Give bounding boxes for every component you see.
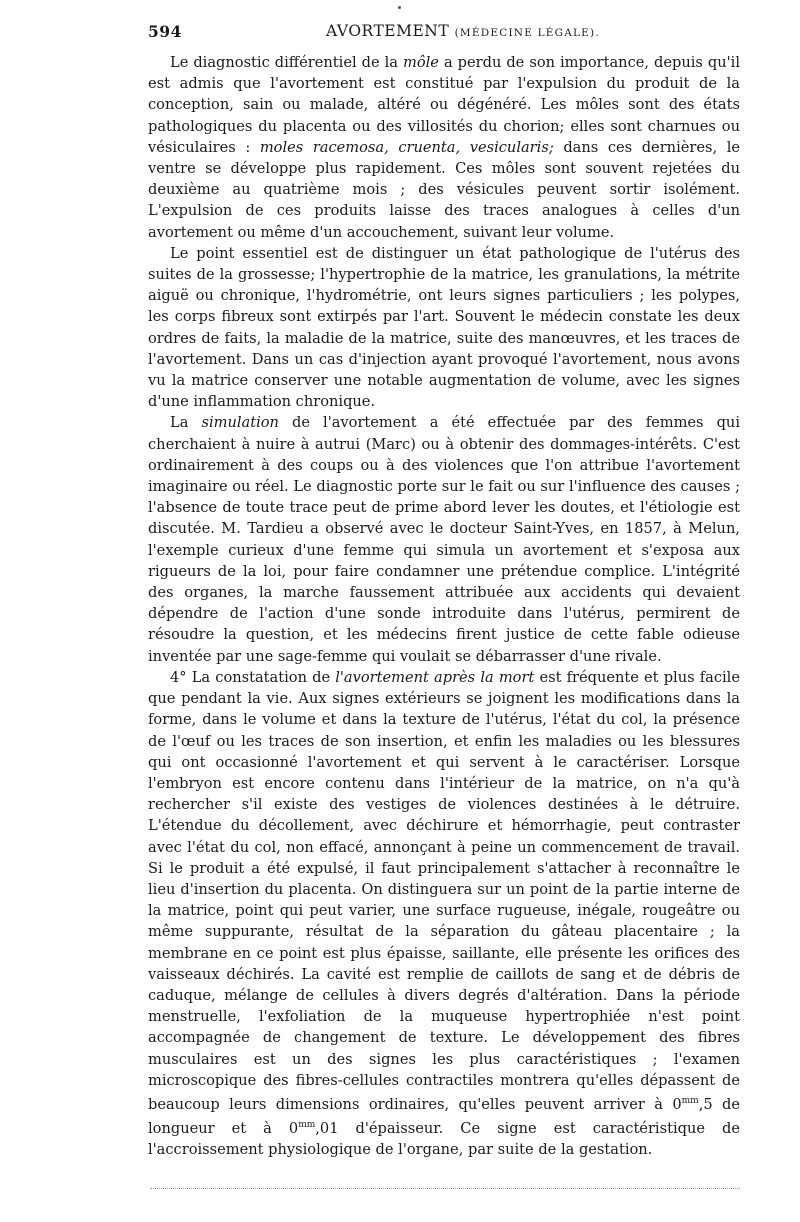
text-run: 4° La constatation de <box>170 668 336 686</box>
paragraph <box>148 667 740 1160</box>
text-run: Le diagnostic différentiel de la <box>170 54 403 71</box>
text-run: est fréquente et plus facile que pendant la vie. Aux signes extérieurs se joignent les modifications dans la forme, dans le volume et dans la texture de l'utérus, l'état du col, la présence de l'œuf ou les traces de son insertion, et enfin les maladies ou les blessures qui ont occasionné l'avortement et qui servent à le caractériser. Lorsque l'embryon est encore contenu dans l'intérieur de la matrice, on n'a qu'à rechercher s'il existe des vestiges de violences destinées à le détruire. L'étendue du décollement, avec déchirure et hémorrhagie, peut contraster avec l'état du col, non effacé, annonçant à peine un commencement de travail. Si le produit a été expulsé, il faut principalement s'attacher à reconnaître le lieu d'insertion du placenta. On distinguera sur un point de la partie interne de la matrice, point qui peut varier, une surface rugueuse, inégale, rougeâtre ou même suppurante, résultat de la séparation du gâteau placentaire ; la membrane en ce point est plus épaisse, saillante, elle présente les orifices des vaisseaux déchirés. La cavité est remplie de caillots de sang et de débris de caduque, mélange de cellules à divers degrés d'altération. Dans la période menstruelle, l'exfoliation de la muqueuse hypertrophiée n'est point accompagnée de changement de texture. Le développement des fibres musculaires est un des signes les plus caractéristiques ; l'examen microscopique des fibres-cellules contractiles montrera qu'elles dépassent de beaucoup leurs dimensions ordinaires, qu'elles peuvent arriver à 0 <box>148 668 740 1113</box>
page-number: 594 <box>148 22 182 41</box>
text-run: de l'avortement a été effectuée par des femmes qui cherchaient à nuire à autrui (Marc) ou à obtenir des dommages-intérêts. C'est ordinairement à des coups ou à des violences que l'on attribue l'avortement imaginaire ou réel. Le diagnostic porte sur le fait ou sur l'influence des causes ; l'absence de toute trace peut de prime abord lever les doutes, et l'étiologie est discutée. M. Tardieu a observé avec le docteur Saint-Yves, en 1857, à Melun, l'exemple curieux d'une femme qui simula un avortement et s'exposa aux rigueurs de la loi, pour faire condamner une prétendue complice. L'intégrité des organes, la marche faussement attribuée aux accidents qui devaient dépendre de l'action d'une sonde introduite dans l'utérus, permirent de résoudre la question, et les médecins firent justice de cette fable odieuse inventée par une sage-femme qui voulait se débarrasser d'une rivale. <box>148 414 741 665</box>
text-run: a perdu de son importance, depuis qu'il est admis que l'avortement est constitué par l'expulsion du produit de la conception, sain ou malade, altéré ou dégénéré. Les môles sont des états pathologiques du placenta ou des villosités du chorion; elles sont charnues ou vésiculaires : <box>148 54 740 156</box>
text-run: La <box>170 414 202 432</box>
italic-text: moles racemosa, cruenta, vesicularis; <box>259 138 554 156</box>
paragraph <box>148 412 740 666</box>
italic-text: simulation <box>201 414 279 432</box>
ink-speck <box>398 6 401 9</box>
text-run: Le point essentiel est de distinguer un état pathologique de l'utérus des suites de la grossesse; l'hypertrophie de la matrice, les granulations, la métrite aiguë ou chronique, l'hydrométrie, ont leurs signes particuliers ; les polypes, les corps fibreux sont extirpés par l'art. Souvent le médecin constate les deux ordres de faits, la maladie de la matrice, suite des manœuvres, et les traces de l'avortement. Dans un cas d'injection ayant provoqué l'avortement, nous avons vu la matrice conserver une notable augmentation de volume, avec les signes d'une inflammation chronique. <box>148 244 740 411</box>
text-run: ,01 d'épaisseur. Ce signe est caractéristique de l'accroissement physiologique de l'organe, par suite de la gestation. <box>148 1119 740 1159</box>
text-run: ,5 de longueur et à 0 <box>148 1095 740 1137</box>
running-title-main: AVORTEMENT <box>326 22 450 40</box>
italic-text: môle <box>403 54 439 71</box>
superscript-unit: mm <box>298 1120 316 1131</box>
italic-text: l'avortement après la mort <box>335 668 535 686</box>
superscript-unit: mm <box>681 1095 699 1106</box>
paragraph <box>148 243 740 413</box>
body-text <box>148 52 740 1160</box>
paragraph <box>148 52 740 243</box>
running-header <box>148 20 738 46</box>
footer-rule <box>150 1188 740 1189</box>
running-title <box>326 22 600 40</box>
running-title-subtitle: (MÉDECINE LÉGALE). <box>454 27 600 39</box>
text-run: dans ces dernières, le ventre se développe plus rapidement. Ces môles sont souvent rejetées du deuxième au quatrième mois ; des vésicules peuvent sortir isolément. L'expulsion de ces produits laisse des traces analogues à celles d'un avortement ou même d'un accouchement, suivant leur volume. <box>148 138 740 241</box>
